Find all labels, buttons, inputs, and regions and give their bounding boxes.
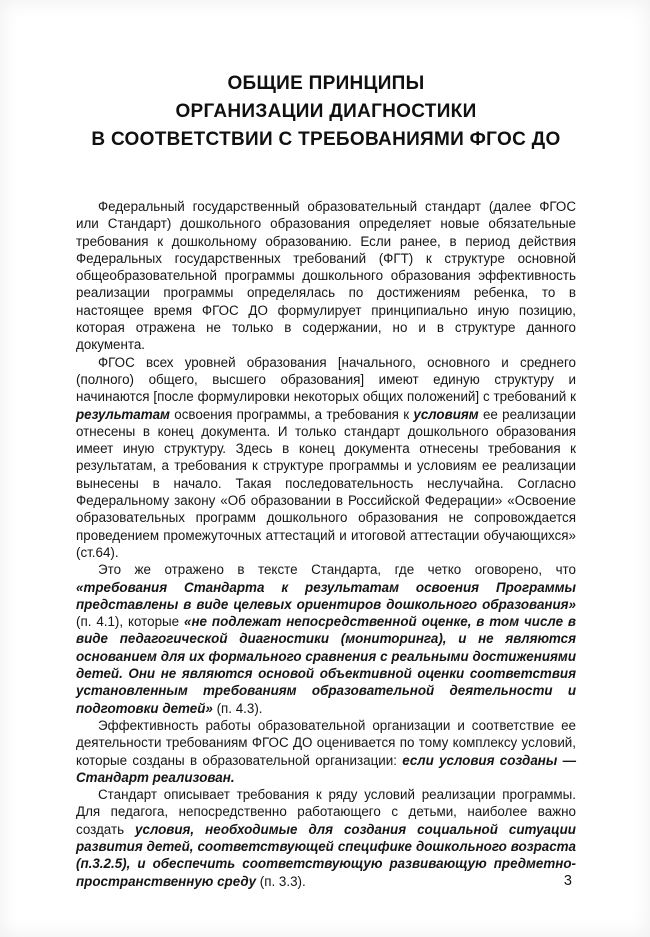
page-title	[76, 70, 576, 154]
body-text	[76, 198, 576, 890]
text-run: Федеральный государственный образовательный стандарт (далее ФГОС или Стандарт) дошкольного образования определяет новые обязательные требования к дошкольному образованию. Если ранее, в период действия Федеральных государственных требований (ФГТ) к структуре основной общеобразовательной программы дошкольного образования эффективность реализации программы определялась по достижениям ребенка, то в настоящее время ФГОС ДО формулирует принципиально иную позицию, которая отражена не только в содержании, но и в структуре данного документа.	[76, 199, 576, 353]
text-run: Эффективность работы образовательной организации и соответствие ее деятельности требованиям ФГОС ДО оценивается по тому комплексу условий, которые созданы в образовательной организации:	[76, 717, 576, 768]
emphasis-run: «требования Стандарта к результатам освоения Программы представлены в виде целевых ориентиров дошкольного образования»	[76, 579, 576, 612]
text-run: освоения программы, а требования к	[169, 406, 414, 422]
text-run: (п. 3.3).	[256, 873, 306, 889]
paragraph	[76, 354, 576, 562]
title-line-1: ОБЩИЕ ПРИНЦИПЫ	[227, 73, 425, 94]
paragraph	[76, 717, 576, 786]
emphasis-run: условия, необходимые для создания социальной ситуации развития детей, соответствующей специфике дошкольного возраста (п.3.2.5), и обеспечить соответствующую развивающую предметно-пространственную среду	[76, 821, 576, 889]
page-number: 3	[563, 873, 572, 889]
text-run: ее реализации отнесены в конец документа. И только стандарт дошкольного образования имеет иную структуру. Здесь в конец документа отнесены требования к результатам, а требования к структуре программы и условиям ее реализации вынесены в начало. Такая последовательность неслучайна. Согласно Федеральному закону «Об образовании в Российской Федерации» «Освоение образовательных программ дошкольного образования не сопровождается проведением промежуточных аттестаций и итоговой аттестации обучающихся» (ст.64).	[76, 406, 577, 560]
emphasis-run: «не подлежат непосредственной оценке, в том числе в виде педагогической диагностики (мониторинга), и не являются основанием для их формального сравнения с реальными достижениями детей. Они не являются основой объективной оценки соответствия установленным требованиям образовательной деятельности и подготовки детей»	[76, 614, 577, 716]
text-run: (п. 4.1), которые	[76, 614, 185, 630]
paragraph	[76, 786, 576, 890]
title-line-3: В СООТВЕТСТВИИ С ТРЕБОВАНИЯМИ ФГОС ДО	[91, 129, 561, 150]
paragraph	[76, 198, 576, 354]
title-line-2: ОРГАНИЗАЦИИ ДИАГНОСТИКИ	[175, 101, 477, 122]
emphasis-run: результатам	[76, 406, 170, 422]
text-run: ФГОС всех уровней образования [начального, основного и среднего (полного) общего, высшего образования] имеют единую структуру и начинаются [после формулировки некоторых общих положений] с требований к	[76, 354, 576, 405]
paragraph	[76, 561, 576, 717]
text-run: (п. 4.3).	[212, 700, 263, 716]
emphasis-run: условиям	[413, 406, 479, 422]
text-run: Это же отражено в тексте Стандарта, где четко оговорено, что	[98, 562, 576, 578]
text-run: Стандарт описывает требования к ряду условий реализации программы. Для педагога, непосредственно работающего с детьми, наиболее важно создать	[76, 787, 576, 837]
emphasis-run: если условия созданы — Стандарт реализован.	[76, 752, 576, 785]
